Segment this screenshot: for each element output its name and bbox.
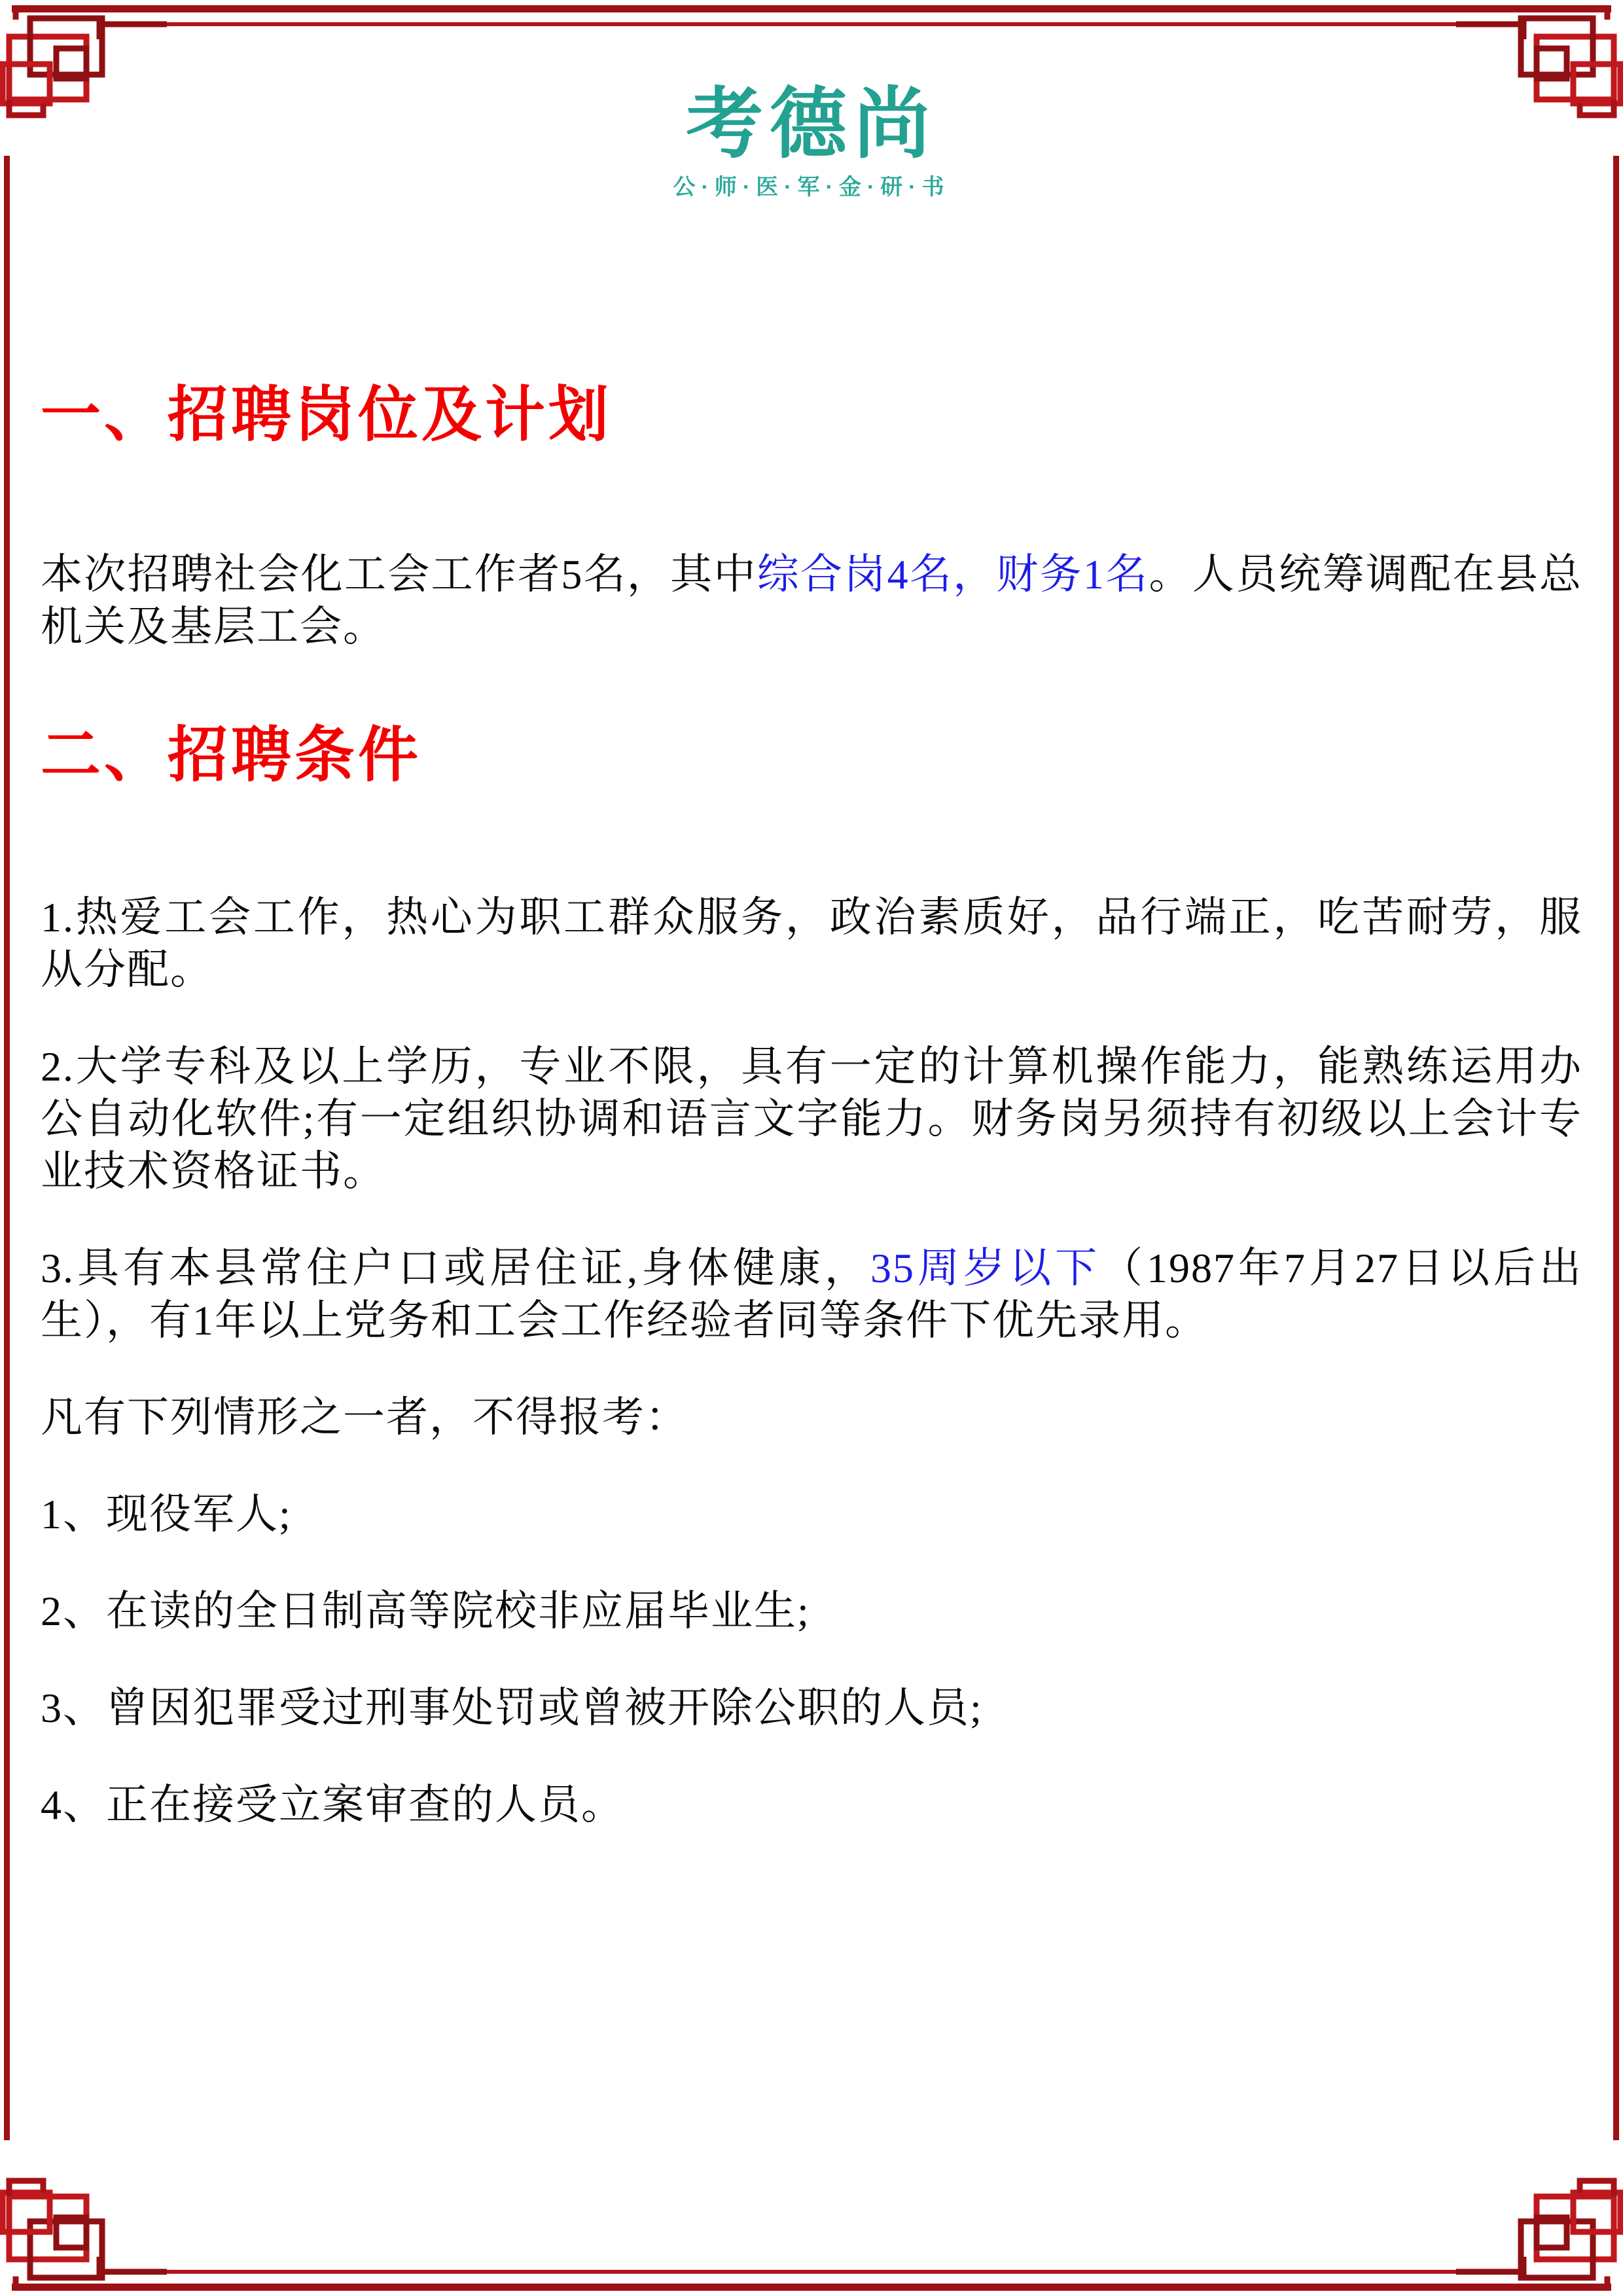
exclusion-item-4 — [41, 1779, 1582, 1831]
condition-item-3 — [41, 1242, 1582, 1347]
highlight-age-text: 35周岁以下 — [870, 1245, 1101, 1291]
text-segment: 3、曾因犯罪受过刑事处罚或曾被开除公职的人员; — [41, 1685, 983, 1731]
condition-item-2 — [41, 1041, 1582, 1198]
highlight-quota-text: 综合岗4名，财务1名 — [757, 551, 1149, 598]
section-1-heading: 一、招聘岗位及计划 — [41, 382, 613, 448]
text-segment: 3.具有本县常住户口或居住证,身体健康， — [41, 1245, 870, 1291]
exclusion-item-3 — [41, 1682, 1582, 1734]
condition-item-1 — [41, 891, 1582, 996]
text-segment: 。人员统筹调配在县总机关及基层工会。 — [41, 551, 1583, 650]
frame-bottom-outer-line — [12, 2284, 1611, 2291]
knot-corner-bottom-right-icon — [1456, 2129, 1623, 2296]
text-segment: 1.热爱工会工作，热心为职工群众服务，政治素质好，品行端正，吃苦耐劳，服从分配。 — [41, 894, 1582, 993]
text-segment: 1、现役军人; — [41, 1491, 292, 1537]
logo — [0, 0, 1623, 200]
section-1-paragraph — [41, 548, 1582, 653]
text-segment: 2.大学专科及以上学历，专业不限，具有一定的计算机操作能力，能熟练运用办公自动化软件;有一定组织协调和语言文字能力。财务岗另须持有初级以上会计专业技术资格证书。 — [41, 1043, 1582, 1194]
exclusion-item-1 — [41, 1488, 1582, 1541]
exclusion-item-2 — [41, 1585, 1582, 1638]
notice-body — [0, 378, 1623, 1831]
text-segment: 凡有下列情形之一者，不得报考： — [41, 1394, 688, 1441]
logo-wordmark: 考德尚 — [685, 81, 937, 168]
frame-bottom-inner-line — [98, 2270, 1525, 2274]
text-segment: 本次招聘社会化工会工作者5名，其中 — [41, 551, 757, 598]
text-segment: （1987年7月27日以后出生），有1年以上党务和工会工作经验者同等条件下优先录用。 — [41, 1245, 1582, 1344]
text-segment: 4、正在接受立案审查的人员。 — [41, 1782, 624, 1828]
text-segment: 2、在读的全日制高等院校非应届毕业生; — [41, 1588, 810, 1634]
knot-corner-bottom-left-icon — [0, 2129, 167, 2296]
section-2-heading: 二、招聘条件 — [41, 722, 422, 789]
logo-tagline: 公·师·医·军·金·研·书 — [673, 175, 950, 200]
exclusion-intro — [41, 1391, 1582, 1444]
